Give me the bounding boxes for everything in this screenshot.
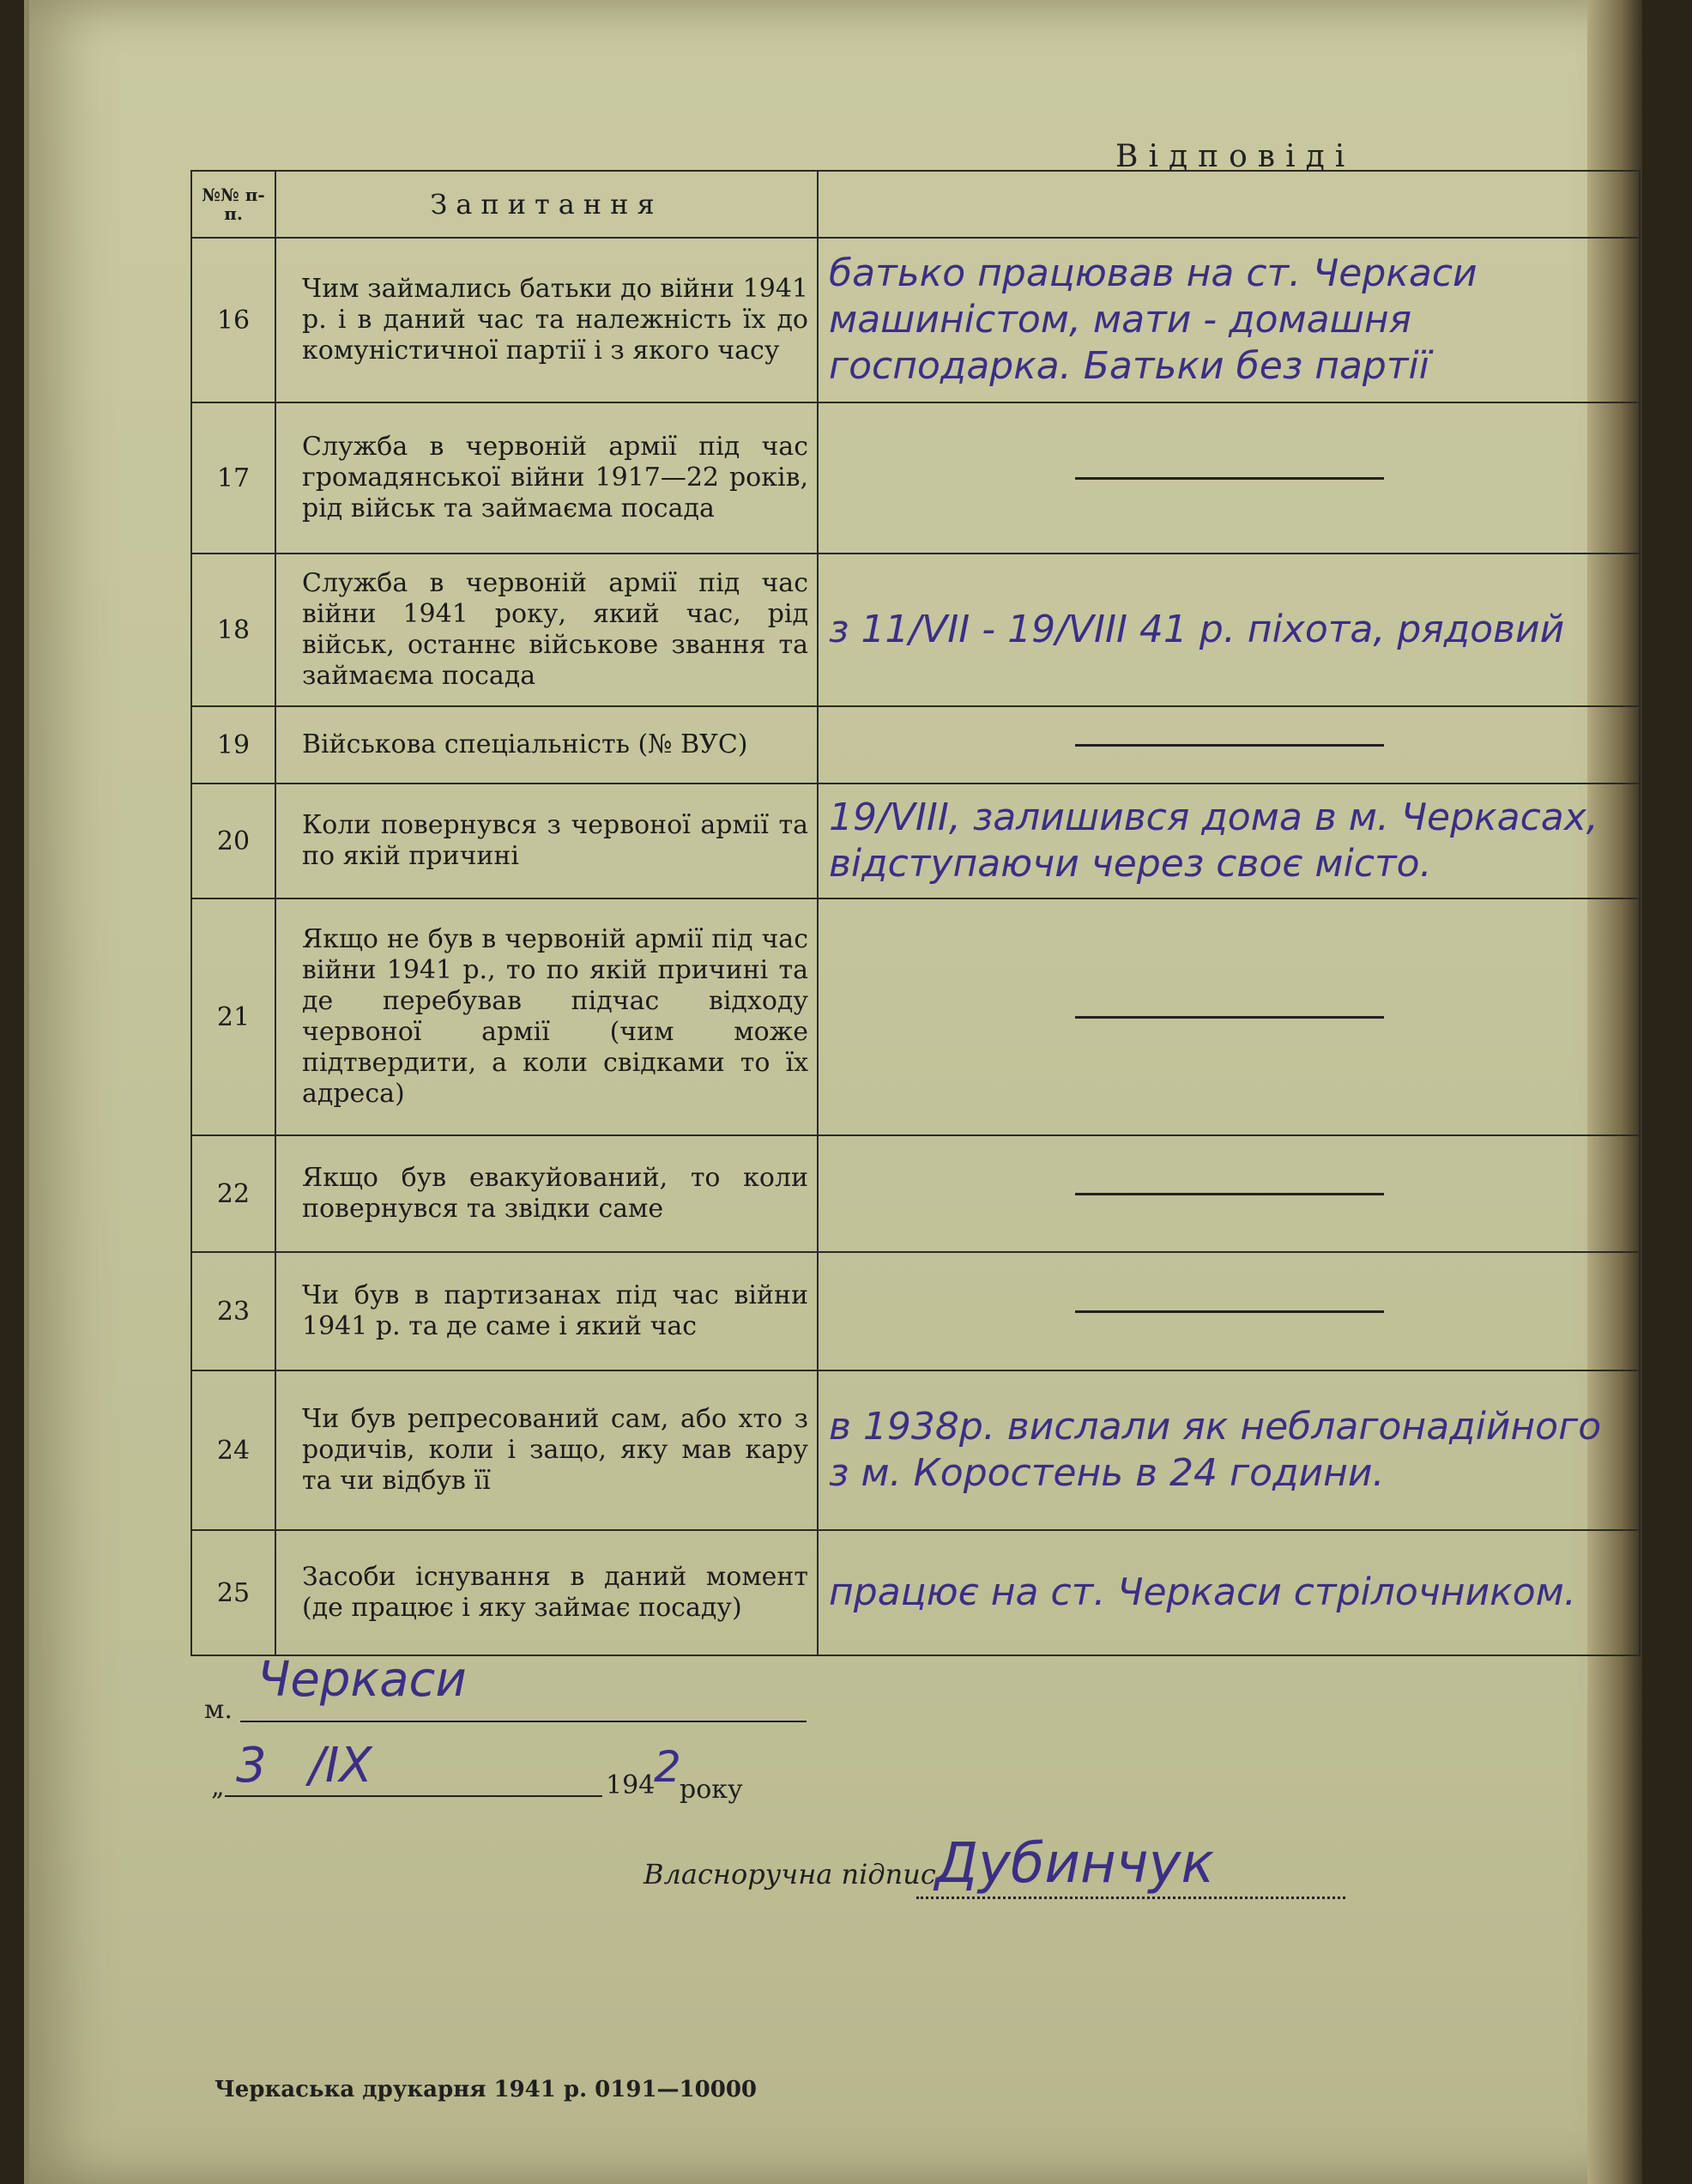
signature-line <box>916 1897 1345 1899</box>
table-row <box>191 783 1640 898</box>
answer-cell <box>818 1530 1640 1655</box>
question-text: Військова спеціальність (№ ВУС) <box>275 706 818 783</box>
row-number: 18 <box>191 554 275 706</box>
table-row <box>191 238 1640 402</box>
table-row <box>191 1252 1640 1370</box>
answer-cell <box>818 898 1640 1135</box>
empty-answer-dash <box>1075 1310 1384 1313</box>
year-suffix: року <box>680 1775 743 1805</box>
handwritten-answer: в 1938р. вислали як неблагонадійного з м. Коростень в 24 години. <box>829 1405 1602 1495</box>
question-text: Коли повернувся з червоної армії та по якій причині <box>275 783 818 898</box>
year-prefix: 194 <box>606 1770 656 1800</box>
row-number: 23 <box>191 1252 275 1370</box>
answer-cell <box>818 402 1640 554</box>
questionnaire-table <box>190 170 1641 1656</box>
handwritten-answer: працює на ст. Черкаси стрілочником. <box>829 1570 1576 1614</box>
row-number: 16 <box>191 238 275 402</box>
date-underline <box>225 1795 602 1797</box>
empty-answer-dash <box>1075 1016 1384 1019</box>
row-number: 22 <box>191 1135 275 1252</box>
printer-imprint: Черкаська друкарня 1941 р. 0191—10000 <box>215 2077 757 2102</box>
table-row <box>191 1135 1640 1252</box>
row-number: 24 <box>191 1370 275 1530</box>
question-text: Засоби існування в даний момент (де працює і яку займає посаду) <box>275 1530 818 1655</box>
city-handwritten: Черкаси <box>257 1652 467 1708</box>
date-day: 3 <box>236 1738 267 1794</box>
table-row <box>191 1530 1640 1655</box>
question-text: Якщо не був в червоній армії під час війни 1941 р., то по якій причині та де перебував підчас відходу червоної армії (чим може підтвердити, а коли свідками то їх адреса) <box>275 898 818 1135</box>
city-prefix: м. <box>204 1695 233 1725</box>
answer-cell <box>818 238 1640 402</box>
empty-answer-dash <box>1075 744 1384 747</box>
row-number: 21 <box>191 898 275 1135</box>
answer-cell <box>818 554 1640 706</box>
question-text: Служба в червоній армії під час війни 1941 року, який час, рід військ, останнє військове звання та займаєма посада <box>275 554 818 706</box>
answer-cell <box>818 1252 1640 1370</box>
empty-answer-dash <box>1075 477 1384 480</box>
question-column-header: Запитання <box>275 171 818 238</box>
answer-cell <box>818 1370 1640 1530</box>
table-row <box>191 898 1640 1135</box>
answers-header: Відповіді <box>1115 139 1356 174</box>
empty-answer-dash <box>1075 1193 1384 1195</box>
signature-handwritten: Дубинчук <box>935 1832 1215 1896</box>
date-month: /IX <box>309 1738 372 1794</box>
handwritten-answer: 19/VIII, залишився дома в м. Черкасах, відступаючи через своє місто. <box>829 796 1598 886</box>
table-row <box>191 706 1640 783</box>
table-header-row <box>191 171 1640 238</box>
year-digit: 2 <box>654 1742 681 1792</box>
signature-label: Власноручна підпис <box>644 1858 936 1891</box>
table-row <box>191 554 1640 706</box>
table-row <box>191 402 1640 554</box>
row-number: 25 <box>191 1530 275 1655</box>
answer-column-header <box>818 171 1640 238</box>
answer-cell <box>818 706 1640 783</box>
handwritten-answer: батько працював на ст. Черкаси машиністом, мати - домашня господарка. Батьки без партії <box>829 251 1477 388</box>
question-text: Служба в червоній армії під час громадянської війни 1917—22 років, рід військ та займаєма посада <box>275 402 818 554</box>
row-number: 20 <box>191 783 275 898</box>
row-number: 19 <box>191 706 275 783</box>
answer-cell <box>818 783 1640 898</box>
number-column-header: №№ п-п. <box>191 171 275 238</box>
question-text: Чи був в партизанах під час війни 1941 р. та де саме і який час <box>275 1252 818 1370</box>
city-underline <box>240 1721 807 1722</box>
table-row <box>191 1370 1640 1530</box>
date-prefix: „ <box>211 1772 225 1802</box>
question-text: Якщо був евакуйований, то коли повернувся та звідки саме <box>275 1135 818 1252</box>
questionnaire-rows <box>191 238 1640 1655</box>
answer-cell <box>818 1135 1640 1252</box>
handwritten-answer: з 11/VII - 19/VIII 41 р. піхота, рядовий <box>829 608 1565 651</box>
row-number: 17 <box>191 402 275 554</box>
question-text: Чим займались батьки до війни 1941 р. і в даний час та належність їх до комуністичної партії і з якого часу <box>275 238 818 402</box>
question-text: Чи був репресований сам, або хто з родичів, коли і защо, яку мав кару та чи відбув її <box>275 1370 818 1530</box>
